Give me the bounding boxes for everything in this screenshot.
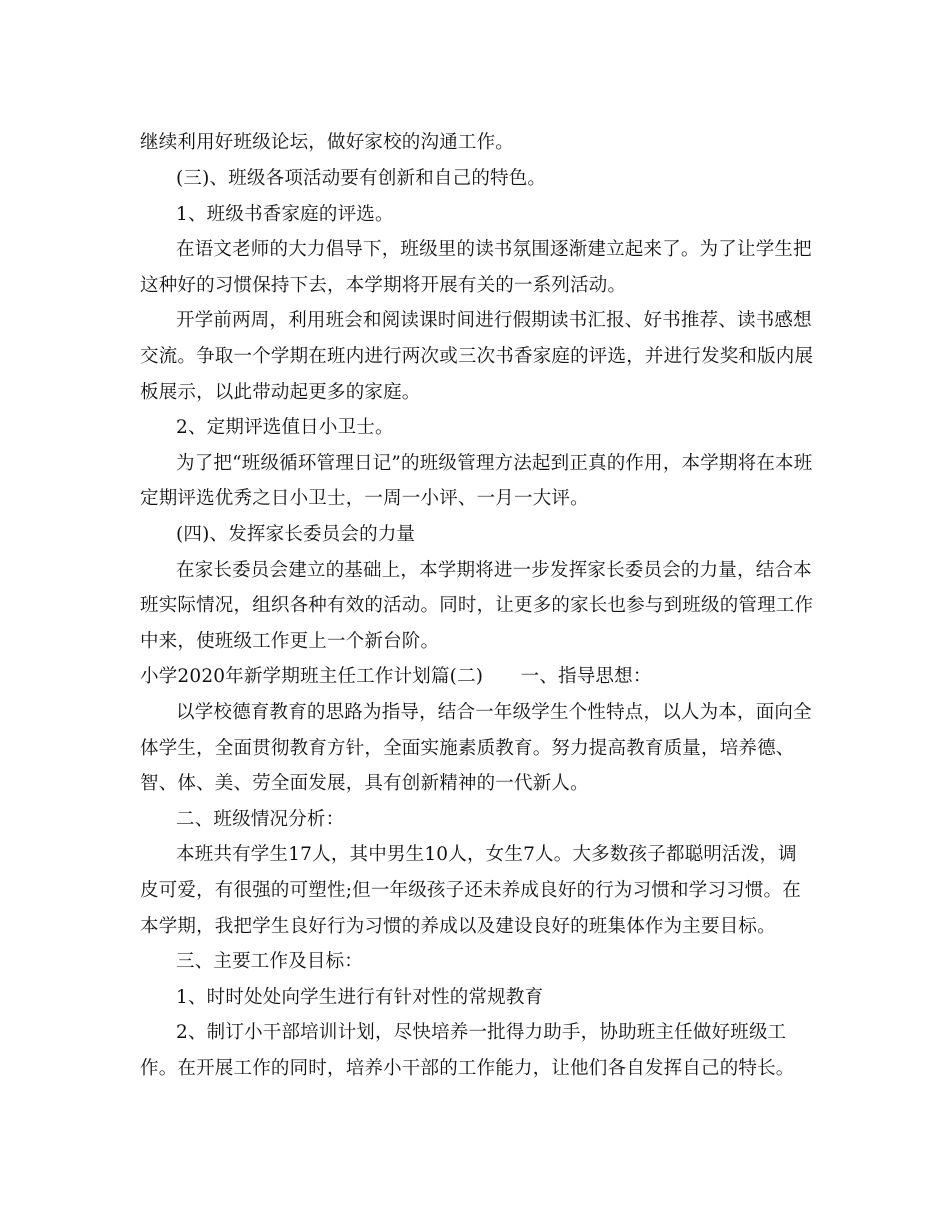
list-item: 1、时时处处向学生进行有针对性的常规教育: [176, 987, 544, 1008]
subsection-heading: 1、班级书香家庭的评选。: [176, 204, 394, 225]
paragraph-line: 交流。争取一个学期在班内进行两次或三次书香家庭的评选，并进行发奖和版内展: [140, 346, 814, 367]
paragraph-line: 智、体、美、劳全面发展，具有创新精神的一代新人。: [140, 773, 589, 794]
paragraph-line: 班实际情况，组织各种有效的活动。同时，让更多的家长也参与到班级的管理工作: [140, 595, 814, 616]
paragraph-line: 定期评选优秀之日小卫士，一周一小评、一月一大评。: [140, 488, 589, 509]
paragraph-line: 开学前两周，利用班会和阅读课时间进行假期读书汇报、好书推荐、读书感想: [176, 310, 812, 331]
paragraph-line: 本班共有学生17人，其中男生10人，女生7人。大多数孩子都聪明活泼，调: [176, 844, 797, 865]
paragraph-line: 中来，使班级工作更上一个新台阶。: [140, 631, 440, 652]
paragraph-line: 本学期，我把学生良好行为习惯的养成以及建设良好的班集体作为主要目标。: [140, 916, 776, 937]
paragraph-line: 以学校德育教育的思路为指导，结合一年级学生个性特点，以人为本，面向全: [176, 702, 812, 723]
list-item: 2、制订小干部培训计划，尽快培养一批得力助手，协助班主任做好班级工: [176, 1022, 787, 1043]
paragraph-line: 这种好的习惯保持下去，本学期将开展有关的一系列活动。: [140, 275, 627, 296]
paragraph-line: 在家长委员会建立的基础上，本学期将进一步发挥家长委员会的力量，结合本: [176, 560, 812, 581]
paragraph-line: 继续利用好班级论坛，做好家校的沟通工作。: [140, 132, 515, 153]
subsection-heading: 2、定期评选值日小卫士。: [176, 417, 394, 438]
paragraph-line: 体学生，全面贯彻教育方针，全面实施素质教育。努力提高教育质量，培养德、: [140, 738, 795, 759]
paragraph-line: 为了把“班级循环管理日记”的班级管理方法起到正真的作用，本学期将在本班: [176, 453, 813, 474]
paragraph-line: 板展示，以此带动起更多的家庭。: [140, 382, 421, 403]
section-heading: (三)、班级各项活动要有创新和自己的特色。: [176, 168, 547, 189]
article-title-line: 小学2020年新学期班主任工作计划篇(二) 一、指导思想：: [140, 666, 652, 687]
paragraph-line: 皮可爱，有很强的可塑性;但一年级孩子还未养成良好的行为习惯和学习习惯。在: [140, 880, 801, 901]
paragraph-line: 作。在开展工作的同时，培养小干部的工作能力，让他们各自发挥自己的特长。: [140, 1058, 795, 1079]
section-heading: 三、主要工作及目标：: [176, 951, 364, 972]
paragraph-line: 在语文老师的大力倡导下，班级里的读书氛围逐渐建立起来了。为了让学生把: [176, 239, 812, 260]
section-heading: 二、班级情况分析：: [176, 809, 345, 830]
section-heading: (四)、发挥家长委员会的力量: [176, 524, 416, 545]
